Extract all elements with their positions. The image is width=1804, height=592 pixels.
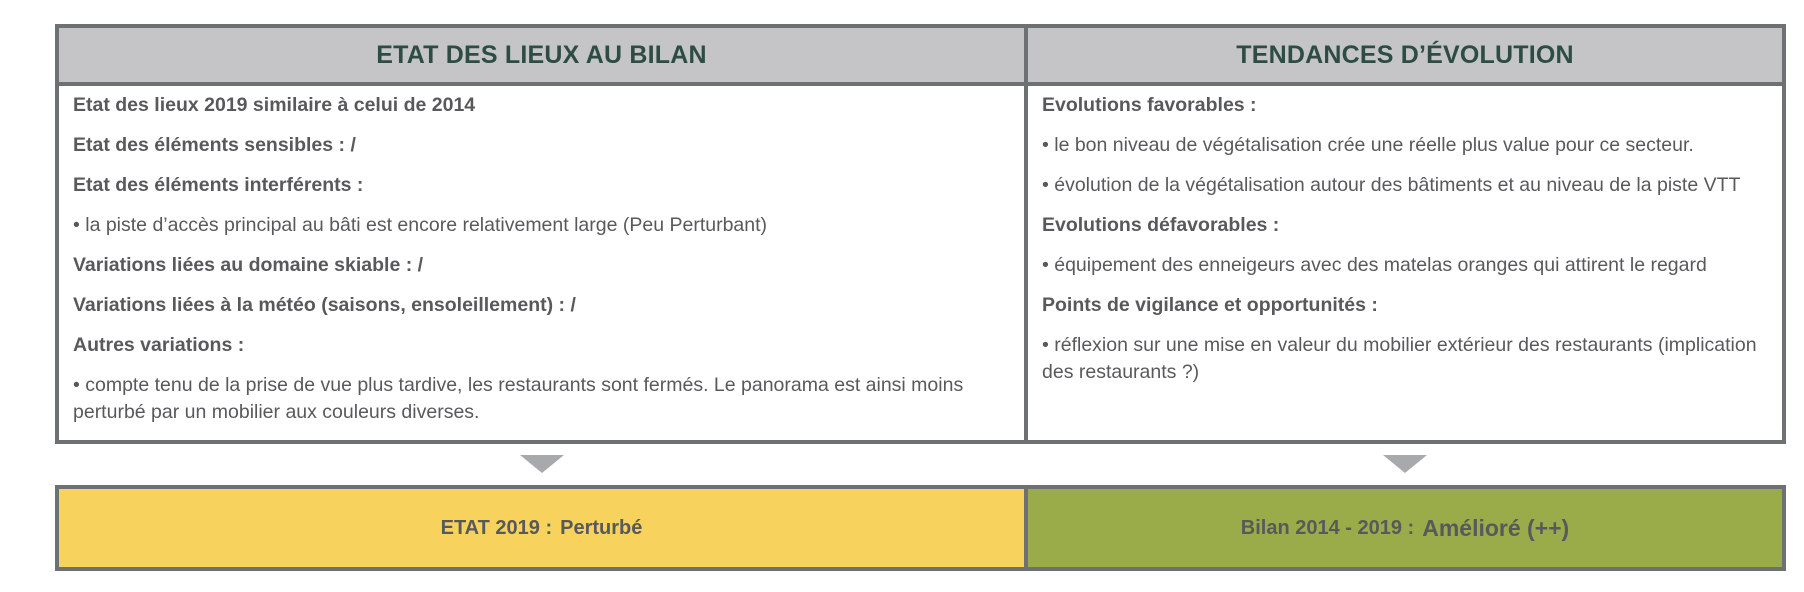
state-column-body bbox=[59, 86, 1024, 439]
state-line: Variations liées au domaine skiable : / bbox=[73, 254, 424, 276]
trend-line: • évolution de la végétalisation autour des bâtiments et au niveau de la piste VTT bbox=[1042, 174, 1741, 196]
state-status-value: Perturbé bbox=[560, 516, 643, 539]
trend-column-body bbox=[1028, 86, 1782, 399]
state-status-label: ETAT 2019 : bbox=[440, 516, 553, 539]
state-line: • compte tenu de la prise de vue plus tardive, les restaurants sont fermés. Le panorama est ainsi moins perturbé par un mobilier aux couleurs diverses. bbox=[73, 374, 964, 423]
trend-status-value: Amélioré (++) bbox=[1422, 514, 1570, 541]
state-line: Etat des lieux 2019 similaire à celui de 2014 bbox=[73, 94, 476, 116]
down-arrow-icon bbox=[1383, 455, 1427, 473]
status-bar bbox=[55, 485, 1786, 571]
trend-line: • le bon niveau de végétalisation crée une réelle plus value pour ce secteur. bbox=[1042, 134, 1694, 156]
state-line: Etat des éléments sensibles : / bbox=[73, 134, 356, 156]
trend-status-cell bbox=[1028, 489, 1782, 567]
state-status-cell bbox=[59, 489, 1028, 567]
state-column-header: ETAT DES LIEUX AU BILAN bbox=[59, 28, 1024, 86]
state-line: Autres variations : bbox=[73, 334, 245, 356]
trend-line: • réflexion sur une mise en valeur du mobilier extérieur des restaurants (implication des restaurants ?) bbox=[1042, 334, 1757, 383]
state-line: Variations liées à la météo (saisons, ensoleillement) : / bbox=[73, 294, 576, 316]
trend-column bbox=[1028, 28, 1782, 440]
trend-column-header: TENDANCES D’ÉVOLUTION bbox=[1028, 28, 1782, 86]
down-arrow-icon bbox=[520, 455, 564, 473]
trend-status-label: Bilan 2014 - 2019 : bbox=[1240, 516, 1415, 539]
trend-line: Points de vigilance et opportunités : bbox=[1042, 294, 1378, 316]
state-column bbox=[59, 28, 1028, 440]
trend-line: Evolutions défavorables : bbox=[1042, 214, 1280, 236]
state-line: Etat des éléments interférents : bbox=[73, 174, 364, 196]
assessment-table bbox=[55, 24, 1786, 444]
state-line: • la piste d’accès principal au bâti est encore relativement large (Peu Perturbant) bbox=[73, 214, 768, 236]
trend-line: • équipement des enneigeurs avec des matelas oranges qui attirent le regard bbox=[1042, 254, 1707, 276]
trend-line: Evolutions favorables : bbox=[1042, 94, 1257, 116]
